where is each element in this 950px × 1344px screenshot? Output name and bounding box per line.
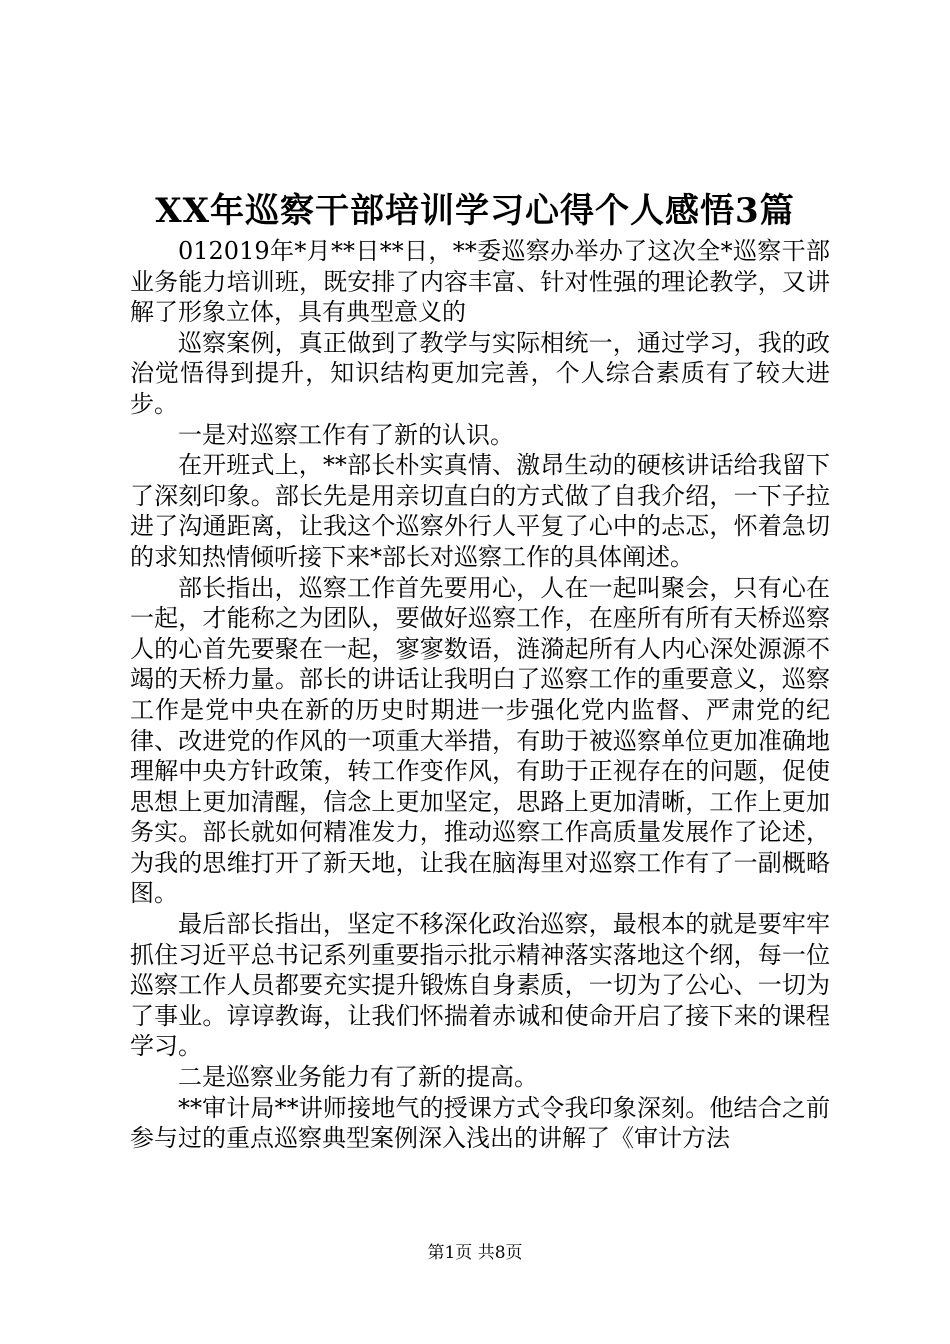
page-number-footer: 第1页 共8页 bbox=[427, 1243, 523, 1263]
section-heading: 一是对巡察工作有了新的认识。 bbox=[178, 420, 514, 449]
section-heading: 二是巡察业务能力有了新的提高。 bbox=[178, 1063, 538, 1092]
document-body bbox=[130, 236, 830, 1154]
paragraph: 部长指出，巡察工作首先要用心，人在一起叫聚会，只有心在一起，才能称之为团队，要做好巡察工作，在座所有所有天桥巡察人的心首先要聚在一起，寥寥数语，涟漪起所有人内心深处源源不竭的天桥力量。部长的讲话让我明白了巡察工作的重要意义，巡察工作是党中央在新的历史时期进一步强化党内监督、严肃党的纪律、改进党的作风的一项重大举措，有助于被巡察单位更加准确地理解中央方针政策，转工作变作风，有助于正视存在的问题，促使思想上更加清醒，信念上更加坚定，思路上更加清晰，工作上更加务实。部长就如何精准发力，推动巡察工作高质量发展作了论述，为我的思维打开了新天地，让我在脑海里对巡察工作有了一副概略图。 bbox=[130, 573, 830, 908]
paragraph: 最后部长指出，坚定不移深化政治巡察，最根本的就是要牢牢抓住习近平总书记系列重要指示批示精神落实落地这个纲，每一位巡察工作人员都要充实提升锻炼自身素质，一切为了公心、一切为了事业。谆谆教诲，让我们怀揣着赤诚和使命开启了接下来的课程学习。 bbox=[130, 910, 830, 1061]
document-title: XX年巡察干部培训学习心得个人感悟3篇 bbox=[155, 191, 795, 231]
paragraph: 012019年*月**日**日，**委巡察办举办了这次全*巡察干部业务能力培训班，既安排了内容丰富、针对性强的理论教学，又讲解了形象立体，具有典型意义的 bbox=[130, 237, 830, 327]
paragraph: **审计局**讲师接地气的授课方式令我印象深刻。他结合之前参与过的重点巡察典型案例深入浅出的讲解了《审计方法 bbox=[130, 1093, 830, 1153]
paragraph: 巡察案例，真正做到了教学与实际相统一，通过学习，我的政治觉悟得到提升，知识结构更加完善，个人综合素质有了较大进步。 bbox=[130, 328, 830, 418]
paragraph: 在开班式上，**部长朴实真情、激昂生动的硬核讲话给我留下了深刻印象。部长先是用亲切直白的方式做了自我介绍，一下子拉进了沟通距离，让我这个巡察外行人平复了心中的忐忑，怀着急切的求知热情倾听接下来*部长对巡察工作的具体阐述。 bbox=[130, 451, 830, 571]
